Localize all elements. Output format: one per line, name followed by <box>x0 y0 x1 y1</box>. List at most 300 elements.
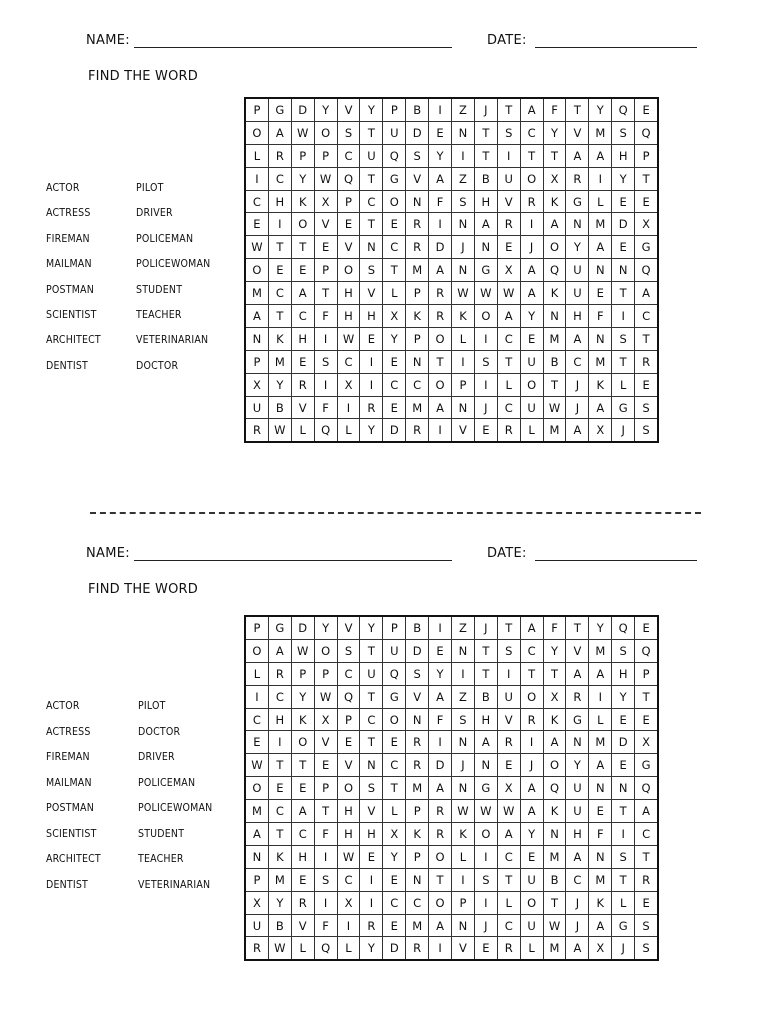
grid-cell[interactable]: E <box>245 731 268 754</box>
grid-cell[interactable]: Y <box>566 754 589 777</box>
grid-cell[interactable]: H <box>566 823 589 846</box>
grid-cell[interactable]: A <box>520 282 543 305</box>
grid-cell[interactable]: C <box>383 754 406 777</box>
grid-cell[interactable]: E <box>268 259 291 282</box>
grid-cell[interactable]: M <box>406 396 429 419</box>
grid-cell[interactable]: B <box>474 167 497 190</box>
grid-cell[interactable]: N <box>452 259 475 282</box>
grid-cell[interactable]: I <box>520 731 543 754</box>
grid-cell[interactable]: E <box>383 213 406 236</box>
grid-cell[interactable]: R <box>429 823 452 846</box>
grid-cell[interactable]: T <box>474 144 497 167</box>
grid-cell[interactable]: J <box>520 236 543 259</box>
grid-cell[interactable]: G <box>635 754 658 777</box>
grid-cell[interactable]: U <box>520 396 543 419</box>
grid-cell[interactable]: U <box>497 167 520 190</box>
grid-cell[interactable]: I <box>497 662 520 685</box>
grid-cell[interactable]: G <box>635 236 658 259</box>
grid-cell[interactable]: Y <box>429 662 452 685</box>
grid-cell[interactable]: N <box>452 731 475 754</box>
grid-cell[interactable]: W <box>337 845 360 868</box>
grid-cell[interactable]: R <box>520 708 543 731</box>
grid-cell[interactable]: R <box>566 685 589 708</box>
grid-cell[interactable]: O <box>245 639 268 662</box>
grid-cell[interactable]: C <box>291 305 314 328</box>
grid-cell[interactable]: R <box>291 373 314 396</box>
grid-cell[interactable]: A <box>566 845 589 868</box>
grid-cell[interactable]: Y <box>314 616 337 639</box>
grid-cell[interactable]: U <box>245 914 268 937</box>
grid-cell[interactable]: C <box>337 350 360 373</box>
grid-cell[interactable]: T <box>314 800 337 823</box>
grid-cell[interactable]: Q <box>383 662 406 685</box>
grid-cell[interactable]: S <box>612 639 635 662</box>
grid-cell[interactable]: S <box>612 845 635 868</box>
grid-cell[interactable]: A <box>497 823 520 846</box>
grid-cell[interactable]: A <box>589 662 612 685</box>
grid-cell[interactable]: E <box>635 190 658 213</box>
grid-cell[interactable]: P <box>245 350 268 373</box>
grid-cell[interactable]: U <box>360 662 383 685</box>
grid-cell[interactable]: E <box>291 868 314 891</box>
grid-cell[interactable]: C <box>268 800 291 823</box>
grid-cell[interactable]: N <box>566 731 589 754</box>
grid-cell[interactable]: T <box>612 868 635 891</box>
grid-cell[interactable]: O <box>245 777 268 800</box>
grid-cell[interactable]: S <box>406 662 429 685</box>
grid-cell[interactable]: S <box>360 259 383 282</box>
grid-cell[interactable]: P <box>314 777 337 800</box>
grid-cell[interactable]: X <box>635 731 658 754</box>
grid-cell[interactable]: A <box>291 282 314 305</box>
grid-cell[interactable]: P <box>291 144 314 167</box>
grid-cell[interactable]: K <box>589 891 612 914</box>
grid-cell[interactable]: I <box>337 914 360 937</box>
grid-cell[interactable]: H <box>337 305 360 328</box>
grid-cell[interactable]: M <box>406 259 429 282</box>
grid-cell[interactable]: A <box>429 396 452 419</box>
grid-cell[interactable]: Y <box>314 98 337 121</box>
grid-cell[interactable]: I <box>337 396 360 419</box>
grid-cell[interactable]: O <box>314 639 337 662</box>
grid-cell[interactable]: O <box>429 891 452 914</box>
grid-cell[interactable]: S <box>314 868 337 891</box>
grid-cell[interactable]: Q <box>337 167 360 190</box>
grid-cell[interactable]: I <box>612 823 635 846</box>
grid-cell[interactable]: E <box>612 190 635 213</box>
grid-cell[interactable]: T <box>497 98 520 121</box>
grid-cell[interactable]: C <box>337 662 360 685</box>
grid-cell[interactable]: Z <box>452 685 475 708</box>
grid-cell[interactable]: S <box>635 419 658 442</box>
grid-cell[interactable]: T <box>543 373 566 396</box>
grid-cell[interactable]: C <box>360 708 383 731</box>
grid-cell[interactable]: O <box>474 305 497 328</box>
grid-cell[interactable]: G <box>566 708 589 731</box>
grid-cell[interactable]: M <box>406 777 429 800</box>
name-field-line[interactable] <box>134 560 452 561</box>
grid-cell[interactable]: C <box>268 282 291 305</box>
grid-cell[interactable]: Y <box>589 616 612 639</box>
grid-cell[interactable]: U <box>520 914 543 937</box>
grid-cell[interactable]: S <box>612 327 635 350</box>
grid-cell[interactable]: T <box>566 616 589 639</box>
grid-cell[interactable]: E <box>635 891 658 914</box>
grid-cell[interactable]: L <box>383 282 406 305</box>
grid-cell[interactable]: I <box>474 845 497 868</box>
grid-cell[interactable]: A <box>268 121 291 144</box>
grid-cell[interactable]: S <box>635 914 658 937</box>
grid-cell[interactable]: W <box>474 282 497 305</box>
grid-cell[interactable]: E <box>497 754 520 777</box>
grid-cell[interactable]: V <box>291 914 314 937</box>
grid-cell[interactable]: Y <box>429 144 452 167</box>
grid-cell[interactable]: R <box>268 144 291 167</box>
grid-cell[interactable]: R <box>406 937 429 960</box>
grid-cell[interactable]: S <box>337 121 360 144</box>
grid-cell[interactable]: I <box>429 731 452 754</box>
grid-cell[interactable]: I <box>268 213 291 236</box>
grid-cell[interactable]: I <box>497 144 520 167</box>
grid-cell[interactable]: T <box>360 685 383 708</box>
grid-cell[interactable]: E <box>291 350 314 373</box>
grid-cell[interactable]: C <box>406 891 429 914</box>
grid-cell[interactable]: C <box>520 121 543 144</box>
grid-cell[interactable]: N <box>452 639 475 662</box>
grid-cell[interactable]: J <box>612 937 635 960</box>
grid-cell[interactable]: E <box>245 213 268 236</box>
grid-cell[interactable]: V <box>406 685 429 708</box>
grid-cell[interactable]: H <box>291 845 314 868</box>
grid-cell[interactable]: P <box>452 373 475 396</box>
grid-cell[interactable]: F <box>314 305 337 328</box>
grid-cell[interactable]: X <box>589 419 612 442</box>
grid-cell[interactable]: E <box>635 616 658 639</box>
grid-cell[interactable]: O <box>337 777 360 800</box>
grid-cell[interactable]: D <box>612 213 635 236</box>
grid-cell[interactable]: H <box>291 327 314 350</box>
grid-cell[interactable]: F <box>589 305 612 328</box>
grid-cell[interactable]: N <box>474 236 497 259</box>
grid-cell[interactable]: D <box>383 419 406 442</box>
grid-cell[interactable]: T <box>291 236 314 259</box>
grid-cell[interactable]: A <box>497 305 520 328</box>
grid-cell[interactable]: N <box>360 754 383 777</box>
grid-cell[interactable]: B <box>406 616 429 639</box>
grid-cell[interactable]: Q <box>612 616 635 639</box>
grid-cell[interactable]: Y <box>383 327 406 350</box>
grid-cell[interactable]: L <box>337 419 360 442</box>
grid-cell[interactable]: A <box>429 259 452 282</box>
grid-cell[interactable]: A <box>429 167 452 190</box>
grid-cell[interactable]: N <box>452 396 475 419</box>
grid-cell[interactable]: L <box>291 937 314 960</box>
grid-cell[interactable]: Z <box>452 616 475 639</box>
grid-cell[interactable]: R <box>635 868 658 891</box>
grid-cell[interactable]: V <box>291 396 314 419</box>
grid-cell[interactable]: J <box>452 754 475 777</box>
grid-cell[interactable]: K <box>589 373 612 396</box>
grid-cell[interactable]: W <box>543 914 566 937</box>
name-field-line[interactable] <box>134 47 452 48</box>
grid-cell[interactable]: P <box>337 190 360 213</box>
grid-cell[interactable]: S <box>314 350 337 373</box>
grid-cell[interactable]: I <box>360 350 383 373</box>
grid-cell[interactable]: V <box>314 731 337 754</box>
grid-cell[interactable]: E <box>635 98 658 121</box>
grid-cell[interactable]: I <box>314 327 337 350</box>
grid-cell[interactable]: J <box>474 616 497 639</box>
grid-cell[interactable]: T <box>635 845 658 868</box>
grid-cell[interactable]: G <box>612 914 635 937</box>
grid-cell[interactable]: Q <box>337 685 360 708</box>
grid-cell[interactable]: R <box>268 662 291 685</box>
grid-cell[interactable]: V <box>337 98 360 121</box>
grid-cell[interactable]: I <box>314 891 337 914</box>
grid-cell[interactable]: S <box>497 121 520 144</box>
grid-cell[interactable]: Q <box>543 259 566 282</box>
grid-cell[interactable]: O <box>314 121 337 144</box>
grid-cell[interactable]: Q <box>635 259 658 282</box>
grid-cell[interactable]: C <box>635 305 658 328</box>
grid-cell[interactable]: L <box>612 373 635 396</box>
grid-cell[interactable]: V <box>497 708 520 731</box>
grid-cell[interactable]: I <box>452 662 475 685</box>
grid-cell[interactable]: I <box>429 937 452 960</box>
grid-cell[interactable]: R <box>497 213 520 236</box>
grid-cell[interactable]: L <box>589 190 612 213</box>
grid-cell[interactable]: V <box>360 800 383 823</box>
grid-cell[interactable]: T <box>520 144 543 167</box>
grid-cell[interactable]: O <box>543 754 566 777</box>
grid-cell[interactable]: S <box>635 396 658 419</box>
grid-cell[interactable]: W <box>245 754 268 777</box>
grid-cell[interactable]: A <box>429 777 452 800</box>
grid-cell[interactable]: Y <box>360 419 383 442</box>
grid-cell[interactable]: J <box>566 373 589 396</box>
grid-cell[interactable]: Y <box>291 685 314 708</box>
grid-cell[interactable]: T <box>543 891 566 914</box>
grid-cell[interactable]: I <box>360 891 383 914</box>
grid-cell[interactable]: X <box>245 891 268 914</box>
grid-cell[interactable]: Q <box>383 144 406 167</box>
grid-cell[interactable]: I <box>452 868 475 891</box>
grid-cell[interactable]: T <box>635 167 658 190</box>
grid-cell[interactable]: B <box>543 350 566 373</box>
grid-cell[interactable]: I <box>520 213 543 236</box>
grid-cell[interactable]: A <box>245 305 268 328</box>
grid-cell[interactable]: T <box>474 121 497 144</box>
grid-cell[interactable]: Y <box>520 823 543 846</box>
grid-cell[interactable]: O <box>337 259 360 282</box>
grid-cell[interactable]: F <box>543 98 566 121</box>
grid-cell[interactable]: E <box>314 236 337 259</box>
grid-cell[interactable]: I <box>245 685 268 708</box>
grid-cell[interactable]: S <box>497 639 520 662</box>
grid-cell[interactable]: J <box>566 891 589 914</box>
grid-cell[interactable]: Q <box>635 121 658 144</box>
grid-cell[interactable]: P <box>314 662 337 685</box>
grid-cell[interactable]: C <box>360 190 383 213</box>
grid-cell[interactable]: E <box>383 350 406 373</box>
grid-cell[interactable]: G <box>612 396 635 419</box>
grid-cell[interactable]: H <box>474 190 497 213</box>
grid-cell[interactable]: E <box>474 419 497 442</box>
grid-cell[interactable]: X <box>497 259 520 282</box>
grid-cell[interactable]: A <box>589 144 612 167</box>
grid-cell[interactable]: W <box>474 800 497 823</box>
grid-cell[interactable]: R <box>360 914 383 937</box>
grid-cell[interactable]: A <box>291 800 314 823</box>
grid-cell[interactable]: C <box>383 891 406 914</box>
grid-cell[interactable]: E <box>337 213 360 236</box>
grid-cell[interactable]: O <box>474 823 497 846</box>
grid-cell[interactable]: E <box>383 868 406 891</box>
grid-cell[interactable]: M <box>268 350 291 373</box>
grid-cell[interactable]: U <box>245 396 268 419</box>
grid-cell[interactable]: S <box>635 937 658 960</box>
grid-cell[interactable]: L <box>589 708 612 731</box>
grid-cell[interactable]: C <box>383 373 406 396</box>
grid-cell[interactable]: E <box>291 259 314 282</box>
grid-cell[interactable]: O <box>429 373 452 396</box>
grid-cell[interactable]: U <box>566 777 589 800</box>
grid-cell[interactable]: M <box>589 213 612 236</box>
grid-cell[interactable]: X <box>383 305 406 328</box>
grid-cell[interactable]: N <box>406 868 429 891</box>
grid-cell[interactable]: K <box>452 305 475 328</box>
date-field-line[interactable] <box>535 47 697 48</box>
grid-cell[interactable]: E <box>429 121 452 144</box>
grid-cell[interactable]: K <box>543 708 566 731</box>
grid-cell[interactable]: C <box>406 373 429 396</box>
grid-cell[interactable]: D <box>429 754 452 777</box>
grid-cell[interactable]: R <box>360 396 383 419</box>
grid-cell[interactable]: R <box>406 236 429 259</box>
grid-cell[interactable]: M <box>589 121 612 144</box>
grid-cell[interactable]: T <box>566 98 589 121</box>
grid-cell[interactable]: A <box>589 914 612 937</box>
grid-cell[interactable]: P <box>337 708 360 731</box>
grid-cell[interactable]: N <box>612 777 635 800</box>
grid-cell[interactable]: P <box>314 259 337 282</box>
grid-cell[interactable]: H <box>612 662 635 685</box>
grid-cell[interactable]: A <box>429 685 452 708</box>
grid-cell[interactable]: Y <box>268 373 291 396</box>
grid-cell[interactable]: I <box>245 167 268 190</box>
grid-cell[interactable]: C <box>635 823 658 846</box>
grid-cell[interactable]: A <box>474 731 497 754</box>
grid-cell[interactable]: W <box>291 639 314 662</box>
grid-cell[interactable]: O <box>520 373 543 396</box>
grid-cell[interactable]: V <box>497 190 520 213</box>
grid-cell[interactable]: A <box>589 396 612 419</box>
grid-cell[interactable]: W <box>314 167 337 190</box>
grid-cell[interactable]: A <box>245 823 268 846</box>
grid-cell[interactable]: C <box>291 823 314 846</box>
grid-cell[interactable]: H <box>337 282 360 305</box>
grid-cell[interactable]: T <box>429 350 452 373</box>
grid-cell[interactable]: Y <box>383 845 406 868</box>
grid-cell[interactable]: P <box>245 868 268 891</box>
grid-cell[interactable]: J <box>452 236 475 259</box>
grid-cell[interactable]: C <box>245 190 268 213</box>
grid-cell[interactable]: Y <box>291 167 314 190</box>
grid-cell[interactable]: F <box>429 190 452 213</box>
grid-cell[interactable]: V <box>566 121 589 144</box>
grid-cell[interactable]: P <box>314 144 337 167</box>
grid-cell[interactable]: C <box>337 868 360 891</box>
grid-cell[interactable]: O <box>520 167 543 190</box>
grid-cell[interactable]: R <box>245 937 268 960</box>
grid-cell[interactable]: P <box>245 98 268 121</box>
grid-cell[interactable]: X <box>383 823 406 846</box>
grid-cell[interactable]: K <box>543 190 566 213</box>
grid-cell[interactable]: T <box>314 282 337 305</box>
grid-cell[interactable]: Q <box>314 419 337 442</box>
grid-cell[interactable]: A <box>566 419 589 442</box>
grid-cell[interactable]: E <box>360 845 383 868</box>
grid-cell[interactable]: T <box>360 167 383 190</box>
grid-cell[interactable]: G <box>566 190 589 213</box>
grid-cell[interactable]: C <box>337 144 360 167</box>
grid-cell[interactable]: U <box>566 282 589 305</box>
grid-cell[interactable]: M <box>268 868 291 891</box>
grid-cell[interactable]: N <box>474 754 497 777</box>
grid-cell[interactable]: D <box>383 937 406 960</box>
grid-cell[interactable]: P <box>245 616 268 639</box>
grid-cell[interactable]: F <box>314 396 337 419</box>
grid-cell[interactable]: T <box>543 662 566 685</box>
grid-cell[interactable]: N <box>612 259 635 282</box>
grid-cell[interactable]: W <box>452 800 475 823</box>
grid-cell[interactable]: E <box>520 327 543 350</box>
grid-cell[interactable]: I <box>589 685 612 708</box>
grid-cell[interactable]: W <box>337 327 360 350</box>
grid-cell[interactable]: J <box>612 419 635 442</box>
grid-cell[interactable]: V <box>406 167 429 190</box>
grid-cell[interactable]: X <box>245 373 268 396</box>
grid-cell[interactable]: W <box>268 419 291 442</box>
date-field-line[interactable] <box>535 560 697 561</box>
grid-cell[interactable]: I <box>429 98 452 121</box>
grid-cell[interactable]: E <box>383 731 406 754</box>
grid-cell[interactable]: E <box>429 639 452 662</box>
grid-cell[interactable]: A <box>520 800 543 823</box>
grid-cell[interactable]: C <box>566 868 589 891</box>
grid-cell[interactable]: D <box>406 121 429 144</box>
grid-cell[interactable]: Q <box>635 777 658 800</box>
grid-cell[interactable]: Y <box>360 937 383 960</box>
grid-cell[interactable]: O <box>291 213 314 236</box>
grid-cell[interactable]: Y <box>543 639 566 662</box>
grid-cell[interactable]: I <box>474 373 497 396</box>
grid-cell[interactable]: L <box>245 144 268 167</box>
grid-cell[interactable]: M <box>589 350 612 373</box>
grid-cell[interactable]: T <box>268 236 291 259</box>
grid-cell[interactable]: O <box>383 708 406 731</box>
grid-cell[interactable]: P <box>452 891 475 914</box>
grid-cell[interactable]: D <box>429 236 452 259</box>
grid-cell[interactable]: X <box>314 708 337 731</box>
grid-cell[interactable]: I <box>474 891 497 914</box>
grid-cell[interactable]: R <box>497 937 520 960</box>
grid-cell[interactable]: E <box>612 708 635 731</box>
grid-cell[interactable]: K <box>291 708 314 731</box>
grid-cell[interactable]: E <box>589 800 612 823</box>
grid-cell[interactable]: I <box>474 327 497 350</box>
grid-cell[interactable]: S <box>474 350 497 373</box>
